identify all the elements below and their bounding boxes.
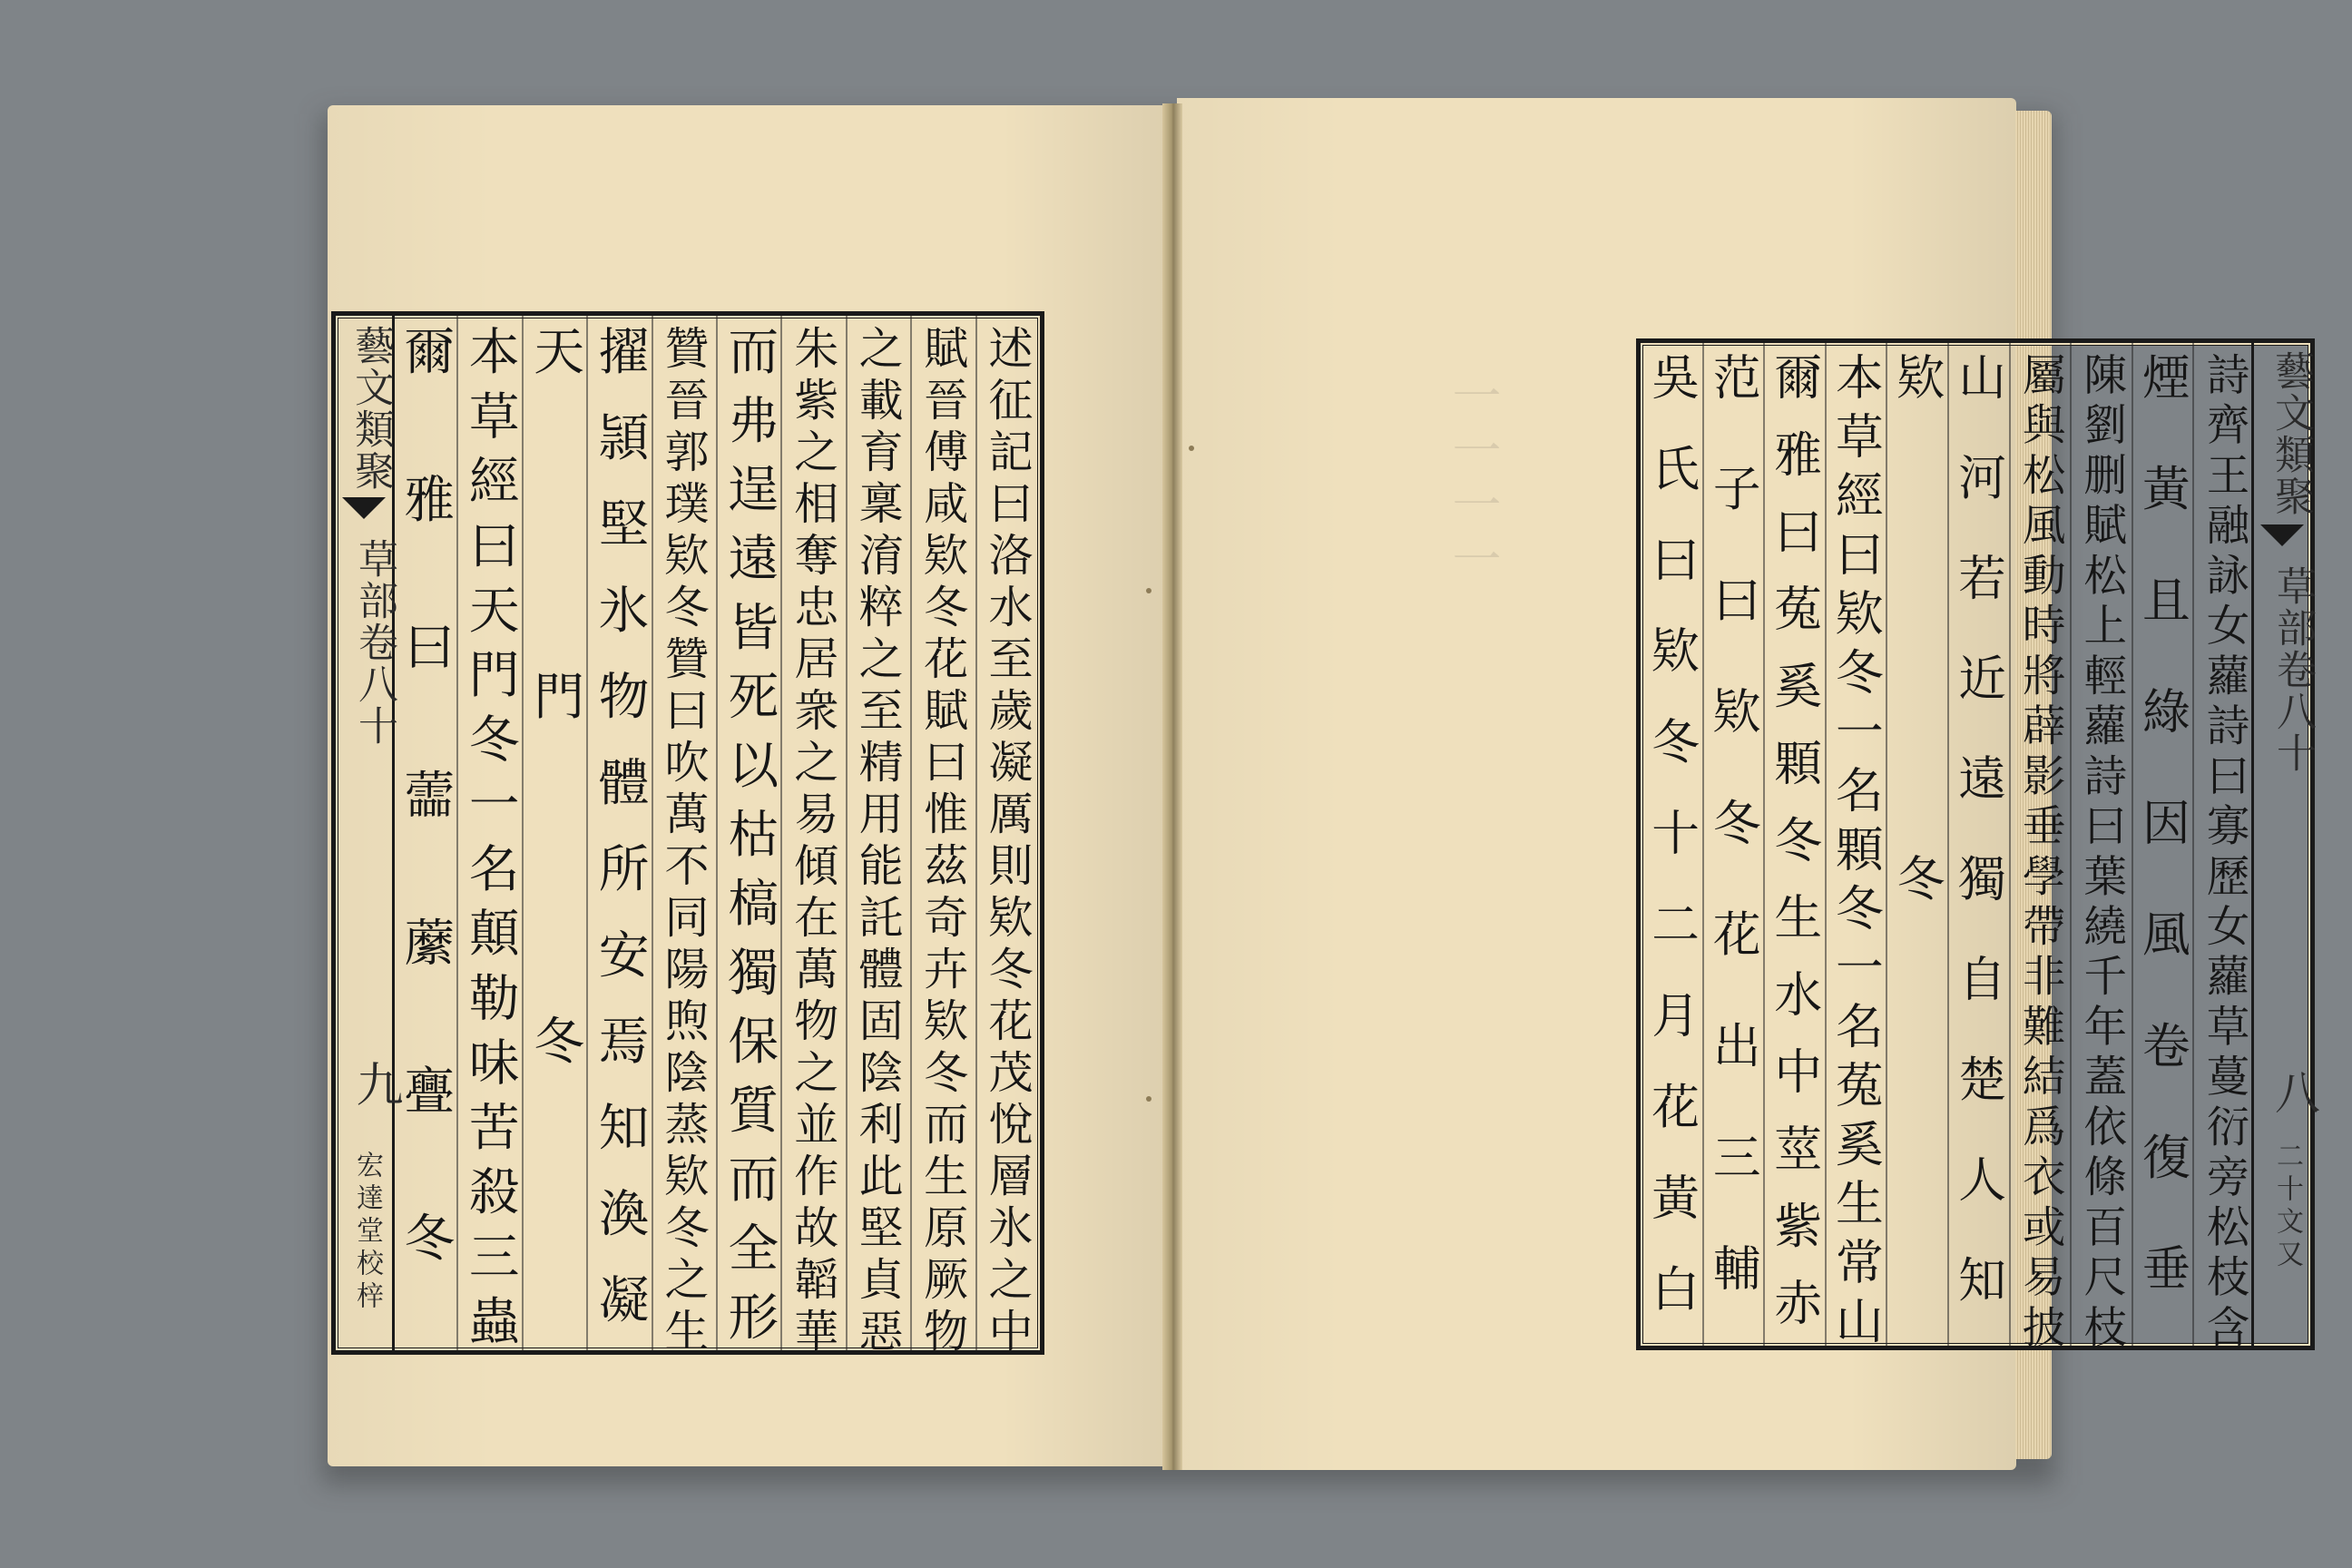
fish-tail-mark	[2260, 524, 2304, 550]
column-rule	[780, 316, 782, 1350]
right-text-frame	[1636, 338, 2320, 1355]
open-book	[322, 98, 2320, 1477]
column-rule	[2192, 343, 2194, 1346]
column-text: 本草經曰欵冬一名顆冬一名菟奚生常山	[1828, 352, 1884, 1355]
column-rule	[2070, 343, 2072, 1346]
text-column	[910, 316, 975, 1359]
text-column	[2132, 343, 2193, 1355]
column-text: 欵冬	[1888, 352, 1945, 1355]
column-text: 山河若近遠獨自楚人知	[1950, 352, 2006, 1355]
column-rule	[652, 316, 653, 1350]
right-center-strip	[2251, 343, 2320, 1346]
leaf-number: 八	[2268, 1069, 2320, 1114]
text-column	[586, 316, 651, 1359]
column-text: 屬與松風動時將薜影垂學帶非難結爲衣或易披	[2014, 352, 2065, 1355]
text-column	[1886, 343, 1947, 1355]
column-rule	[1886, 343, 1887, 1346]
binding-hole	[1146, 1096, 1152, 1102]
text-column	[652, 316, 716, 1359]
text-column	[1763, 343, 1825, 1355]
text-column	[522, 316, 586, 1359]
section-label: 草部卷八十	[2269, 565, 2316, 774]
text-column	[716, 316, 780, 1359]
text-column	[1825, 343, 1886, 1355]
text-column	[2192, 343, 2254, 1355]
text-column	[2070, 343, 2132, 1355]
printer-mark: 二十文又	[2271, 1142, 2303, 1272]
text-column	[975, 316, 1040, 1359]
column-text: 天門冬	[524, 325, 584, 1359]
column-rule	[716, 316, 718, 1350]
column-text: 擢頴堅氷物體所安焉知渙凝	[589, 325, 649, 1359]
right-text-columns	[1641, 343, 2254, 1355]
column-text: 爾雅曰菟奚顆冬生水中莖紫赤	[1766, 352, 1822, 1355]
column-rule	[1763, 343, 1765, 1346]
column-text: 煙黃且綠因風卷復垂	[2134, 352, 2190, 1355]
binding-hole	[1146, 588, 1152, 593]
column-text: 本草經曰天門冬一名顛勒味苦殺三蟲	[459, 325, 519, 1359]
text-column	[780, 316, 845, 1359]
column-rule	[1702, 343, 1704, 1346]
column-text: 吳氏曰欵冬十二月花黃白	[1643, 352, 1700, 1355]
show-through-text: 一一一一	[1445, 370, 1502, 588]
column-text: 朱紫之相奪忠居衆之易傾在萬物之並作故韜華	[787, 325, 840, 1359]
text-column	[392, 316, 456, 1359]
left-text-frame	[331, 311, 1044, 1359]
column-text: 范子曰欵冬花出三輔	[1705, 352, 1761, 1355]
column-rule	[1947, 343, 1949, 1346]
column-text: 贊晉郭璞欵冬贊曰吹萬不同陽煦陰蒸欵冬之生	[657, 325, 710, 1359]
column-text: 賦晉傅咸欵冬花賦曰惟茲奇卉欵冬而生原厥物	[916, 325, 970, 1359]
column-rule	[2009, 343, 2011, 1346]
column-rule	[2132, 343, 2133, 1346]
column-text: 爾雅曰蘦䕷亹冬	[395, 325, 455, 1359]
book-title: 藝文類聚	[348, 325, 394, 492]
text-column	[1641, 343, 1702, 1355]
column-text: 之載育稟淯粹之至精用能託體固陰利此堅貞惡	[852, 325, 906, 1359]
column-rule	[910, 316, 912, 1350]
fish-tail-mark	[342, 497, 386, 523]
text-column	[846, 316, 910, 1359]
section-label: 草部卷八十	[351, 538, 397, 747]
column-rule	[975, 316, 977, 1350]
column-text: 詩齊王融詠女蘿詩曰寡歷女蘿草蔓衍旁松枝含	[2198, 352, 2249, 1355]
column-rule	[586, 316, 588, 1350]
text-column	[2009, 343, 2071, 1355]
book-gutter	[1162, 103, 1182, 1470]
column-rule	[522, 316, 524, 1350]
column-text: 述征記曰洛水至歲凝厲則欵冬花茂悅層氷之中	[981, 325, 1034, 1359]
left-center-strip	[336, 316, 402, 1350]
binding-hole	[1189, 446, 1194, 451]
column-rule	[1825, 343, 1827, 1346]
column-text: 而弗逞遠皆死以枯槁獨保質而全形	[719, 325, 779, 1359]
text-column	[1947, 343, 2009, 1355]
text-column	[1702, 343, 1764, 1355]
left-text-columns	[392, 316, 1040, 1359]
leaf-number: 九	[348, 1060, 402, 1107]
column-rule	[846, 316, 848, 1350]
column-rule	[456, 316, 458, 1350]
text-column	[456, 316, 521, 1359]
book-title: 藝文類聚	[2268, 350, 2314, 517]
column-text: 陳劉删賦松上輕蘿詩曰葉繞千年蓋依條百尺枝	[2075, 352, 2126, 1355]
printer-mark: 宏達堂校梓	[351, 1151, 383, 1314]
